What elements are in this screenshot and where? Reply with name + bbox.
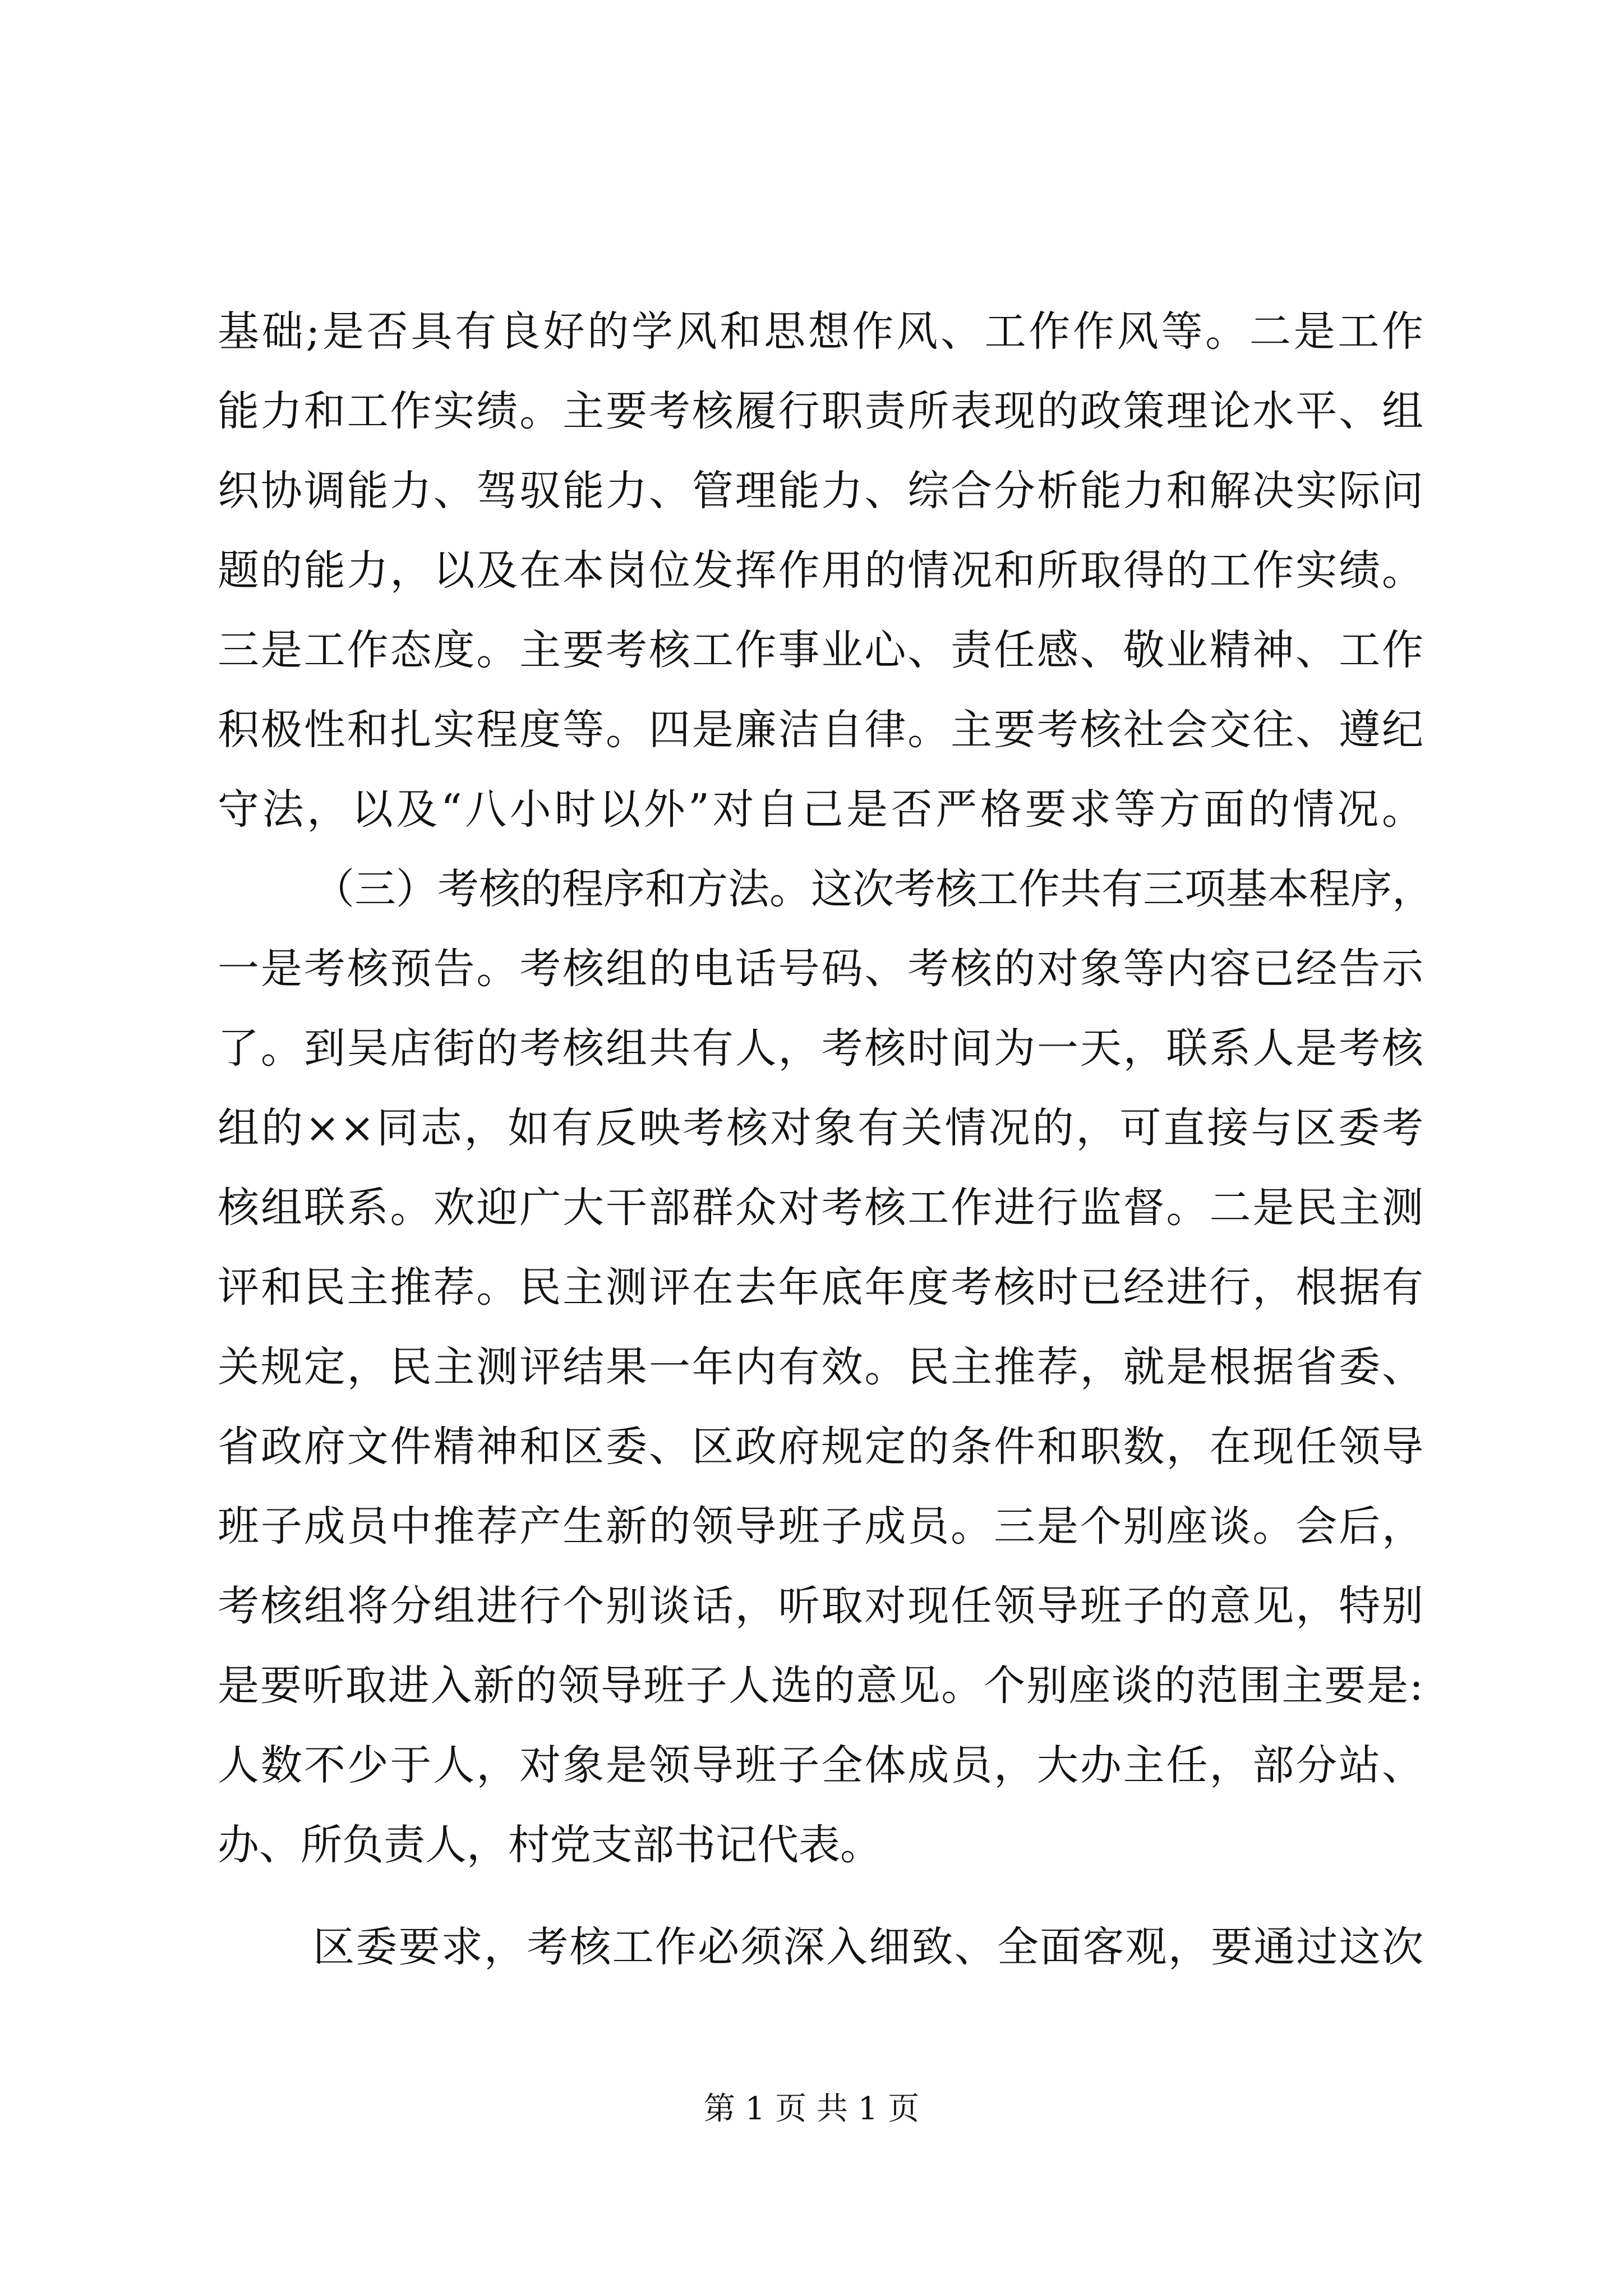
paragraph-gap bbox=[218, 1885, 1423, 1907]
paragraph-line: 考核组将分组进行个别谈话，听取对现任领导班子的意见，特别 bbox=[218, 1582, 1423, 1630]
document-body bbox=[218, 292, 1433, 1987]
paragraph-line: （三）考核的程序和方法。这次考核工作共有三项基本程序， bbox=[313, 865, 1433, 913]
page-number-label: 第 1 页 共 1 页 bbox=[703, 2091, 920, 2127]
paragraph-line: 区委要求，考核工作必须深入细致、全面客观，要通过这次 bbox=[313, 1923, 1423, 1971]
paragraph-line: 三是工作态度。主要考核工作事业心、责任感、敬业精神、工作 bbox=[218, 626, 1423, 674]
page-footer bbox=[0, 2087, 1623, 2132]
paragraph-line: 织协调能力、驾驭能力、管理能力、综合分析能力和解决实际问 bbox=[218, 467, 1423, 515]
paragraph-line: 班子成员中推荐产生新的领导班子成员。三是个别座谈。会后， bbox=[218, 1502, 1423, 1550]
paragraph-line: 评和民主推荐。民主测评在去年底年度考核时已经进行，根据有 bbox=[218, 1263, 1423, 1312]
paragraph-line: 积极性和扎实程度等。四是廉洁自律。主要考核社会交往、遵纪 bbox=[218, 706, 1423, 754]
paragraph-line: 组的××同志，如有反映考核对象有关情况的，可直接与区委考 bbox=[218, 1104, 1423, 1152]
paragraph-line: 核组联系。欢迎广大干部群众对考核工作进行监督。二是民主测 bbox=[218, 1184, 1423, 1232]
paragraph-line: 人数不少于人，对象是领导班子全体成员，大办主任，部分站、 bbox=[218, 1741, 1423, 1789]
paragraph-line: 题的能力，以及在本岗位发挥作用的情况和所取得的工作实绩。 bbox=[218, 546, 1423, 595]
paragraph-line: 能力和工作实绩。主要考核履行职责所表现的政策理论水平、组 bbox=[218, 387, 1423, 435]
paragraph-line: 守法，以及“八小时以外”对自己是否严格要求等方面的情况。 bbox=[218, 785, 1423, 834]
paragraph-line: 基础;是否具有良好的学风和思想作风、工作作风等。二是工作 bbox=[218, 307, 1423, 356]
paragraph-line: 办、所负责人，村党支部书记代表。 bbox=[218, 1821, 882, 1869]
paragraph-line: 了。到吴店街的考核组共有人，考核时间为一天，联系人是考核 bbox=[218, 1024, 1423, 1073]
paragraph-line: 关规定，民主测评结果一年内有效。民主推荐，就是根据省委、 bbox=[218, 1343, 1423, 1391]
paragraph-line: 是要听取进入新的领导班子人选的意见。个别座谈的范围主要是: bbox=[218, 1662, 1423, 1710]
paragraph-line: 一是考核预告。考核组的电话号码、考核的对象等内容已经告示 bbox=[218, 945, 1423, 993]
paragraph-line: 省政府文件精神和区委、区政府规定的条件和职数，在现任领导 bbox=[218, 1423, 1423, 1471]
